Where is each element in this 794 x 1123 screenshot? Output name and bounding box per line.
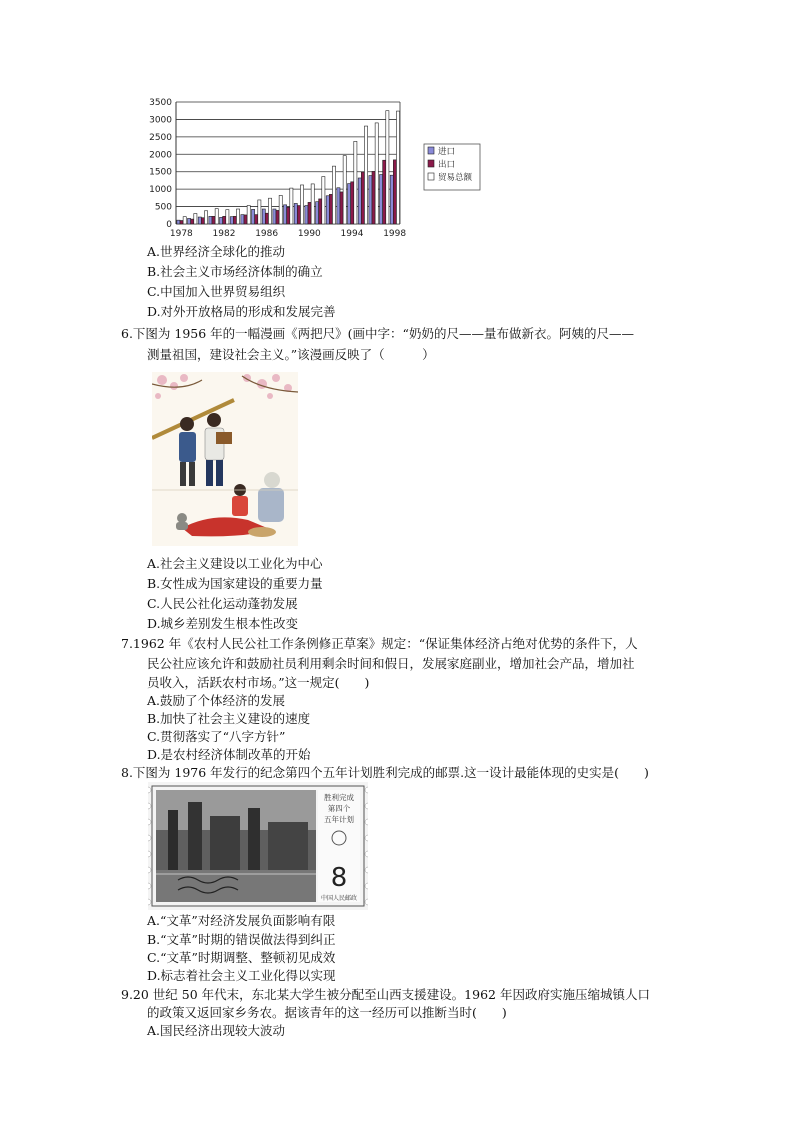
x-tick-label: 1982 bbox=[212, 229, 236, 239]
y-tick-label: 500 bbox=[154, 202, 172, 213]
q7-stem-line1: 7.1962 年《农村人民公社工作条例修正草案》规定：“保证集体经济占绝对优势的条件下，人 bbox=[121, 636, 638, 651]
bar-export bbox=[201, 218, 204, 224]
stamp-value-label: 8 bbox=[330, 863, 348, 893]
bar-total bbox=[354, 141, 357, 224]
y-tick-label: 2500 bbox=[149, 132, 172, 143]
bar-total bbox=[375, 123, 378, 224]
q6-stem-line2: 测量祖国，建设社会主义。”该漫画反映了（ ） bbox=[147, 347, 435, 362]
trade-bar-chart bbox=[140, 94, 490, 242]
bar-total bbox=[386, 111, 389, 224]
stamp-caption-3: 五年计划 bbox=[324, 815, 354, 824]
q8-stem-line1: 8.下图为 1976 年发行的纪念第四个五年计划胜利完成的邮票.这一设计最能体现的史实是( ) bbox=[121, 765, 649, 780]
stamp-caption-2: 第四个 bbox=[327, 804, 351, 813]
legend-swatch bbox=[428, 173, 434, 180]
bar-export bbox=[265, 213, 268, 224]
bar-export bbox=[180, 221, 183, 224]
q7-stem-line2: 民公社应该允许和鼓励社员利用剩余时间和假日，发展家庭副业，增加社会产品，增加社 bbox=[147, 656, 635, 671]
bar-total bbox=[311, 184, 314, 224]
bar-export bbox=[340, 192, 343, 224]
bar-export bbox=[372, 171, 375, 224]
q5-option-a: A.世界经济全球化的推动 bbox=[147, 244, 286, 259]
bar-export bbox=[244, 215, 247, 224]
y-tick-label: 3000 bbox=[149, 115, 172, 126]
bar-total bbox=[279, 195, 282, 224]
stamp-caption-1: 胜利完成 bbox=[324, 793, 354, 802]
bar-import bbox=[230, 217, 233, 224]
bar-export bbox=[297, 206, 300, 224]
bar-import bbox=[305, 206, 308, 224]
q8-option-a: A.“文革”对经济发展负面影响有限 bbox=[147, 913, 336, 928]
y-tick-label: 3500 bbox=[149, 98, 172, 108]
y-tick-label: 0 bbox=[166, 220, 172, 230]
bar-export bbox=[276, 210, 279, 224]
bar-import bbox=[316, 202, 319, 224]
x-tick-label: 1978 bbox=[169, 229, 193, 239]
bar-total bbox=[290, 188, 293, 224]
legend-label: 贸易总额 bbox=[438, 173, 473, 183]
bar-export bbox=[351, 182, 354, 224]
q6-option-a: A.社会主义建设以工业化为中心 bbox=[147, 556, 323, 571]
q5-option-d: D.对外开放格局的形成和发展完善 bbox=[147, 304, 336, 319]
bar-export bbox=[329, 194, 332, 224]
bar-total bbox=[300, 185, 303, 224]
bar-import bbox=[358, 178, 361, 224]
bar-total bbox=[332, 166, 335, 224]
bar-export bbox=[212, 216, 215, 224]
q7-option-b: B.加快了社会主义建设的速度 bbox=[147, 711, 311, 726]
cartoon-two-rulers-image bbox=[152, 372, 298, 546]
bar-total bbox=[236, 209, 239, 224]
legend-label: 进口 bbox=[438, 147, 456, 157]
q9-stem-line1: 9.20 世纪 50 年代末，东北某大学生被分配至山西支援建设。1962 年因政府实施压缩城镇人口 bbox=[121, 987, 650, 1002]
q7-stem-line3: 员收入，活跃农村市场。”这一规定( ) bbox=[147, 675, 370, 690]
q6-option-d: D.城乡差别发生根本性改变 bbox=[147, 616, 299, 631]
bar-total bbox=[343, 156, 346, 224]
bar-total bbox=[396, 111, 399, 224]
bar-export bbox=[361, 172, 364, 224]
bar-export bbox=[191, 219, 194, 224]
bar-total bbox=[215, 209, 218, 224]
bar-import bbox=[198, 217, 201, 224]
bar-import bbox=[326, 196, 329, 224]
bar-import bbox=[337, 188, 340, 224]
q9-stem-line2: 的政策又返回家乡务农。据该青年的这一经历可以推断当时( ) bbox=[147, 1005, 507, 1020]
bar-export bbox=[223, 216, 226, 224]
y-tick-label: 1500 bbox=[149, 167, 172, 178]
bar-export bbox=[383, 160, 386, 224]
bar-import bbox=[241, 215, 244, 224]
bar-import bbox=[209, 216, 212, 224]
commemorative-stamp-image bbox=[148, 782, 368, 910]
chart-plot bbox=[149, 98, 480, 239]
bar-export bbox=[233, 216, 236, 224]
bar-total bbox=[194, 214, 197, 224]
q6-stem-line1: 6.下图为 1956 年的一幅漫画《两把尺》(画中字：“奶奶的尺——量布做新衣。阿姨的尺—— bbox=[121, 326, 634, 341]
bar-import bbox=[380, 175, 383, 224]
bar-total bbox=[247, 206, 250, 224]
q8-option-d: D.标志着社会主义工业化得以实现 bbox=[147, 968, 336, 983]
bar-import bbox=[252, 209, 255, 224]
bar-import bbox=[294, 203, 297, 224]
bar-import bbox=[262, 209, 265, 224]
bar-import bbox=[369, 176, 372, 224]
bar-total bbox=[226, 210, 229, 224]
x-tick-label: 1994 bbox=[340, 229, 364, 239]
bar-import bbox=[348, 184, 351, 224]
q5-option-c: C.中国加入世界贸易组织 bbox=[147, 284, 286, 299]
q8-option-c: C.“文革”时期调整、整顿初见成效 bbox=[147, 950, 336, 965]
bar-import bbox=[177, 220, 180, 224]
bar-export bbox=[287, 207, 290, 224]
bar-total bbox=[268, 198, 271, 224]
bar-import bbox=[390, 175, 393, 224]
q9-option-a: A.国民经济出现较大波动 bbox=[147, 1023, 286, 1038]
q8-option-b: B.“文革”时期的错误做法得到纠正 bbox=[147, 932, 336, 947]
q7-option-a: A.鼓励了个体经济的发展 bbox=[147, 693, 286, 708]
bar-total bbox=[364, 126, 367, 224]
q6-option-b: B.女性成为国家建设的重要力量 bbox=[147, 576, 323, 591]
bar-export bbox=[393, 160, 396, 224]
x-tick-label: 1998 bbox=[383, 229, 407, 239]
bar-total bbox=[322, 177, 325, 224]
q5-option-b: B.社会主义市场经济体制的确立 bbox=[147, 264, 323, 279]
q7-option-c: C.贯彻落实了“八字方针” bbox=[147, 729, 286, 744]
bar-total bbox=[183, 217, 186, 224]
q6-option-c: C.人民公社化运动蓬勃发展 bbox=[147, 596, 298, 611]
bar-import bbox=[284, 205, 287, 224]
y-tick-label: 1000 bbox=[149, 185, 172, 196]
bar-total bbox=[204, 211, 207, 224]
legend-swatch bbox=[428, 160, 434, 167]
y-tick-label: 2000 bbox=[149, 150, 172, 161]
bar-export bbox=[308, 202, 311, 224]
bar-import bbox=[220, 217, 223, 224]
q7-option-d: D.是农村经济体制改革的开始 bbox=[147, 747, 311, 762]
x-tick-label: 1986 bbox=[255, 229, 279, 239]
bar-total bbox=[258, 200, 261, 224]
bar-import bbox=[188, 218, 191, 224]
bar-import bbox=[273, 209, 276, 224]
legend-label: 出口 bbox=[438, 160, 456, 170]
legend-swatch bbox=[428, 147, 434, 154]
bar-export bbox=[319, 199, 322, 224]
x-tick-label: 1990 bbox=[297, 229, 321, 239]
bar-export bbox=[255, 215, 258, 224]
stamp-issuer-label: 中国人民邮政 bbox=[320, 895, 358, 902]
